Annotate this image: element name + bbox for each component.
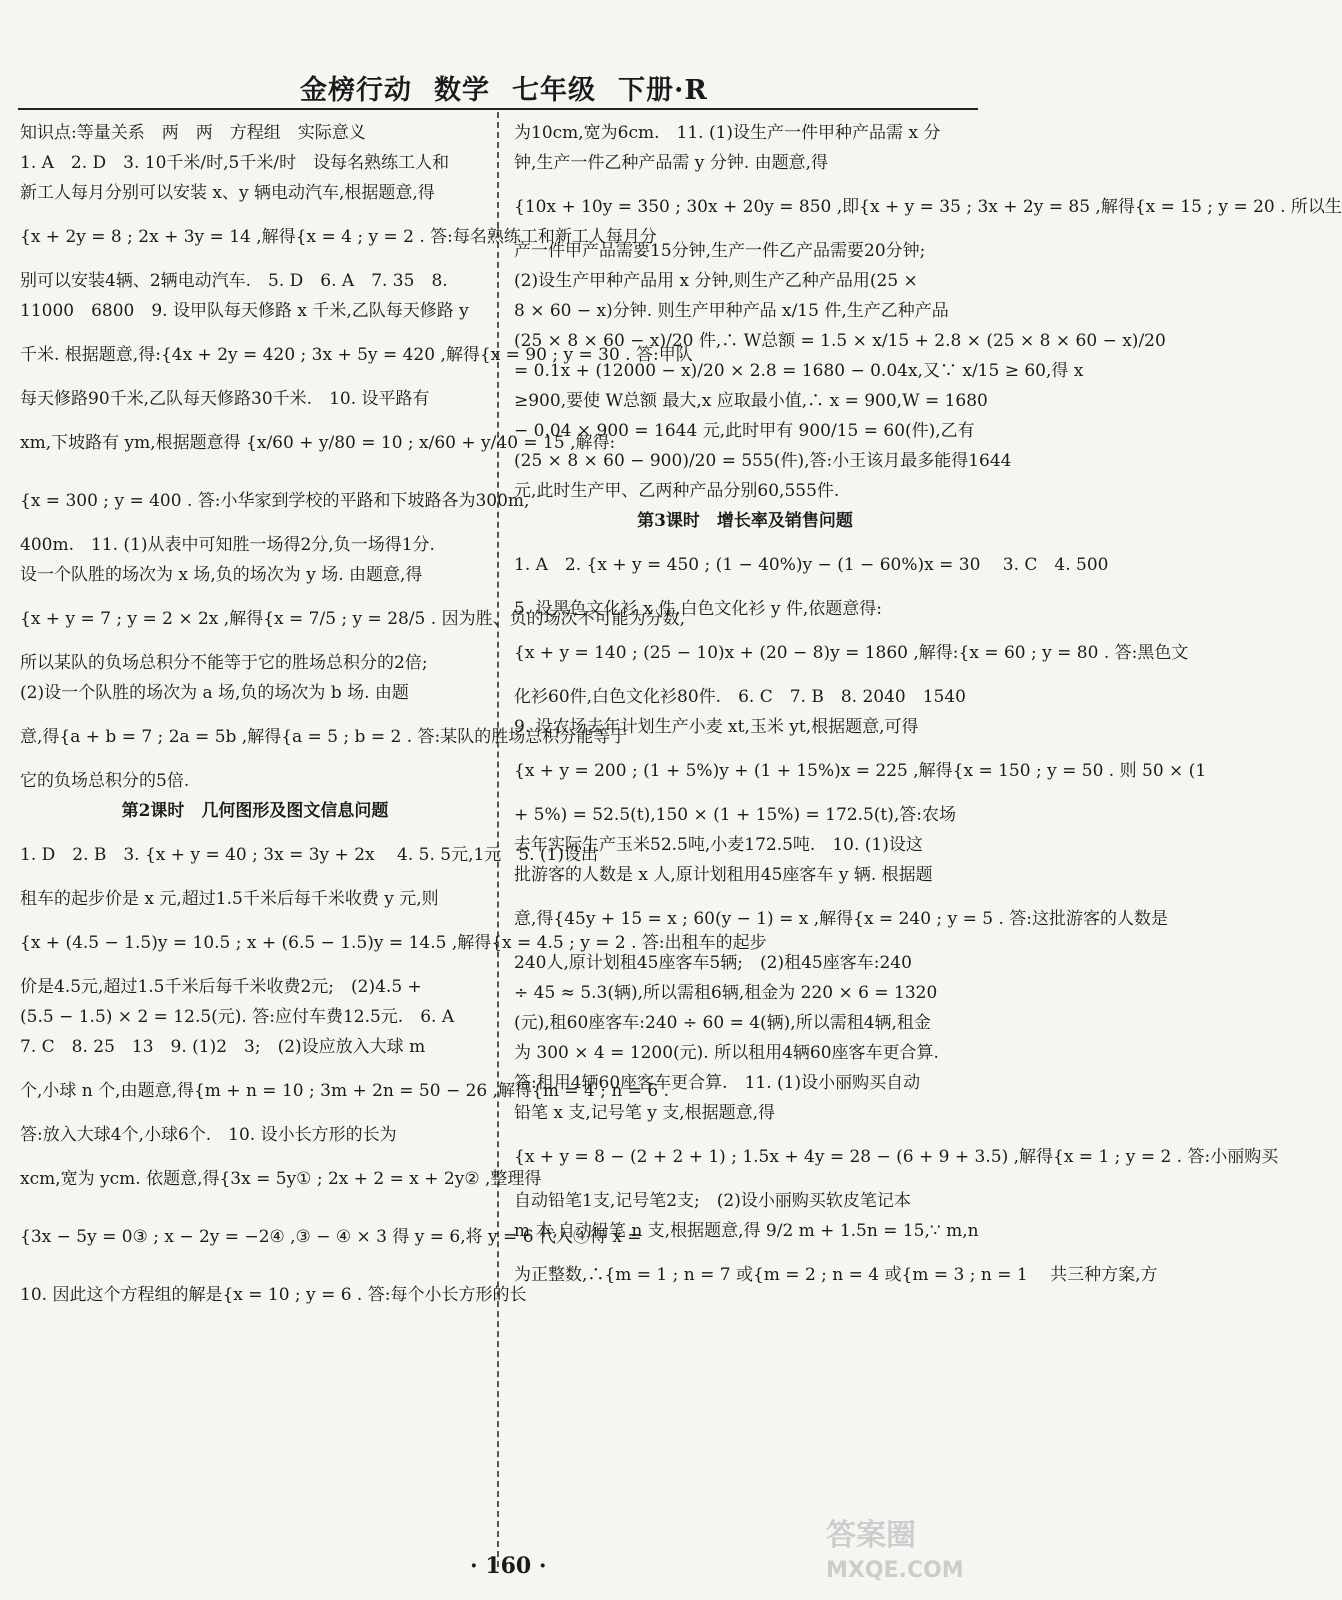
book-volume: 下册·R [618, 75, 708, 106]
right-line: 钟,生产一件乙种产品需 y 分钟. 由题意,得 [514, 153, 829, 173]
left-line: xm,下坡路有 ym,根据题意得 {x/60 + y/80 = 10 ; x/60 + y/40 = 15 ,解得: [20, 433, 616, 453]
page-number: · 160 · [470, 1553, 547, 1579]
left-line: 所以某队的负场总积分不能等于它的胜场总积分的2倍; [20, 653, 428, 673]
left-line: 7. C 8. 25 13 9. (1)2 3; (2)设应放入大球 m [20, 1037, 426, 1057]
right-line: m 本,自动铅笔 n 支,根据题意,得 9/2 m + 1.5n = 15,∵ m,n [514, 1221, 979, 1241]
left-line: {x + (4.5 − 1.5)y = 10.5 ; x + (6.5 − 1.5)y = 14.5 ,解得{x = 4.5 ; y = 2 . 答:出租车的起步 [20, 933, 767, 953]
left-line: 它的负场总积分的5倍. [20, 771, 190, 791]
right-line: − 0.04 × 900 = 1644 元,此时甲有 900/15 = 60(件),乙有 [514, 421, 975, 441]
right-line: (25 × 8 × 60 − 900)/20 = 555(件),答:小王该月最多能得1644 [514, 451, 1012, 471]
left-line: 11000 6800 9. 设甲队每天修路 x 千米,乙队每天修路 y [20, 301, 469, 321]
book-series: 金榜行动 [300, 75, 412, 106]
header-divider [18, 108, 978, 110]
right-line: 铅笔 x 支,记号笔 y 支,根据题意,得 [514, 1103, 776, 1123]
right-line: (2)设生产甲种产品用 x 分钟,则生产乙种产品用(25 × [514, 271, 918, 291]
left-line: 10. 因此这个方程组的解是{x = 10 ; y = 6 . 答:每个小长方形的长 [20, 1285, 527, 1305]
left-line: 第2课时 几何图形及图文信息问题 [121, 801, 389, 821]
right-line: (元),租60座客车:240 ÷ 60 = 4(辆),所以需租4辆,租金 [514, 1013, 931, 1033]
right-line: 批游客的人数是 x 人,原计划租用45座客车 y 辆. 根据题 [514, 865, 933, 885]
left-line: 新工人每月分别可以安装 x、y 辆电动汽车,根据题意,得 [20, 183, 435, 203]
right-line: 为 300 × 4 = 1200(元). 所以租用4辆60座客车更合算. [514, 1043, 939, 1063]
left-line: 千米. 根据题意,得:{4x + 2y = 420 ; 3x + 5y = 420 ,解得{x = 90 ; y = 30 . 答:甲队 [20, 345, 693, 365]
right-line: 为正整数,∴{m = 1 ; n = 7 或{m = 2 ; n = 4 或{m = 3 ; n = 1 共三种方案,方 [514, 1265, 1158, 1285]
column-divider [497, 112, 499, 1567]
left-line: 400m. 11. (1)从表中可知胜一场得2分,负一场得1分. [20, 535, 435, 555]
left-line: {3x − 5y = 0③ ; x − 2y = −2④ ,③ − ④ × 3 得 y = 6,将 y = 6 代入④得 x = [20, 1227, 642, 1247]
left-line: 别可以安装4辆、2辆电动汽车. 5. D 6. A 7. 35 8. [20, 271, 448, 291]
left-line: 知识点:等量关系 两 两 方程组 实际意义 [20, 123, 366, 143]
watermark-text: 答案圈 [826, 1518, 916, 1553]
left-line: (2)设一个队胜的场次为 a 场,负的场次为 b 场. 由题 [20, 683, 409, 703]
left-line: 租车的起步价是 x 元,超过1.5千米后每千米收费 y 元,则 [20, 889, 439, 909]
right-line: ÷ 45 ≈ 5.3(辆),所以需租6辆,租金为 220 × 6 = 1320 [514, 983, 938, 1003]
left-line: 意,得{a + b = 7 ; 2a = 5b ,解得{a = 5 ; b = 2 . 答:某队的胜场总积分能等于 [20, 727, 628, 747]
right-line: + 5%) = 52.5(t),150 × (1 + 15%) = 172.5(t),答:农场 [514, 805, 957, 825]
right-line: 1. A 2. {x + y = 450 ; (1 − 40%)y − (1 − 60%)x = 30 3. C 4. 500 [514, 555, 1109, 575]
left-line: 设一个队胜的场次为 x 场,负的场次为 y 场. 由题意,得 [20, 565, 423, 585]
right-line: 为10cm,宽为6cm. 11. (1)设生产一件甲种产品需 x 分 [514, 123, 941, 143]
left-line: 1. A 2. D 3. 10千米/时,5千米/时 设每名熟练工人和 [20, 153, 450, 173]
watermark-url: MXQE.COM [826, 1558, 964, 1583]
book-subject: 数学 [434, 75, 490, 106]
right-line: 化衫60件,白色文化衫80件. 6. C 7. B 8. 2040 1540 [514, 687, 966, 707]
left-line: {x + 2y = 8 ; 2x + 3y = 14 ,解得{x = 4 ; y = 2 . 答:每名熟练工和新工人每月分 [20, 227, 657, 247]
right-line: 240人,原计划租45座客车5辆; (2)租45座客车:240 [514, 953, 912, 973]
left-line: 1. D 2. B 3. {x + y = 40 ; 3x = 3y + 2x 4. 5. 5元,1元 5. (1)设出 [20, 845, 598, 865]
right-line: {10x + 10y = 350 ; 30x + 20y = 850 ,即{x + y = 35 ; 3x + 2y = 85 ,解得{x = 15 ; y = 20 . 所以生 [514, 197, 1342, 217]
right-line: 5. 设黑色文化衫 x 件,白色文化衫 y 件,依题意得: [514, 599, 882, 619]
left-line: {x + y = 7 ; y = 2 × 2x ,解得{x = 7/5 ; y = 28/5 . 因为胜、负的场次不可能为分数, [20, 609, 685, 629]
left-line: 答:放入大球4个,小球6个. 10. 设小长方形的长为 [20, 1125, 397, 1145]
left-line: 个,小球 n 个,由题意,得{m + n = 10 ; 3m + 2n = 50 − 26 ,解得{m = 4 ; n = 6 . [20, 1081, 670, 1101]
right-line: 产一件甲产品需要15分钟,生产一件乙产品需要20分钟; [514, 241, 926, 261]
right-column [514, 118, 1342, 1304]
right-line: {x + y = 8 − (2 + 2 + 1) ; 1.5x + 4y = 28 − (6 + 9 + 3.5) ,解得{x = 1 ; y = 2 . 答:小丽购买 [514, 1147, 1279, 1167]
right-line: {x + y = 200 ; (1 + 5%)y + (1 + 15%)x = 225 ,解得{x = 150 ; y = 50 . 则 50 × (1 [514, 761, 1207, 781]
right-line: 自动铅笔1支,记号笔2支; (2)设小丽购买软皮笔记本 [514, 1191, 911, 1211]
right-line: 第3课时 增长率及销售问题 [637, 511, 853, 531]
right-line: 去年实际生产玉米52.5吨,小麦172.5吨. 10. (1)设这 [514, 835, 923, 855]
right-line: = 0.1x + (12000 − x)/20 × 2.8 = 1680 − 0.04x,又∵ x/15 ≥ 60,得 x [514, 361, 1084, 381]
right-line: 8 × 60 − x)分钟. 则生产甲种产品 x/15 件,生产乙种产品 [514, 301, 949, 321]
right-line: ≥900,要使 W总额 最大,x 应取最小值,∴ x = 900,W = 1680 [514, 391, 988, 411]
left-line: {x = 300 ; y = 400 . 答:小华家到学校的平路和下坡路各为300m, [20, 491, 530, 511]
right-line: 元,此时生产甲、乙两种产品分别60,555件. [514, 481, 840, 501]
left-line: (5.5 − 1.5) × 2 = 12.5(元). 答:应付车费12.5元. 6. A [20, 1007, 455, 1027]
watermark [826, 1510, 976, 1590]
right-line: 答:租用4辆60座客车更合算. 11. (1)设小丽购买自动 [514, 1073, 921, 1093]
right-line: 意,得{45y + 15 = x ; 60(y − 1) = x ,解得{x = 240 ; y = 5 . 答:这批游客的人数是 [514, 909, 1168, 929]
left-line: 价是4.5元,超过1.5千米后每千米收费2元; (2)4.5 + [20, 977, 422, 997]
right-line: (25 × 8 × 60 − x)/20 件,∴ W总额 = 1.5 × x/15 + 2.8 × (25 × 8 × 60 − x)/20 [514, 331, 1166, 351]
left-line: xcm,宽为 ycm. 依题意,得{3x = 5y① ; 2x + 2 = x + 2y② ,整理得 [20, 1169, 542, 1189]
right-line: 9. 设农场去年计划生产小麦 xt,玉米 yt,根据题意,可得 [514, 717, 919, 737]
left-line: 每天修路90千米,乙队每天修路30千米. 10. 设平路有 [20, 389, 430, 409]
page-header [300, 68, 720, 108]
right-line: {x + y = 140 ; (25 − 10)x + (20 − 8)y = 1860 ,解得:{x = 60 ; y = 80 . 答:黑色文 [514, 643, 1189, 663]
book-grade: 七年级 [512, 75, 596, 106]
